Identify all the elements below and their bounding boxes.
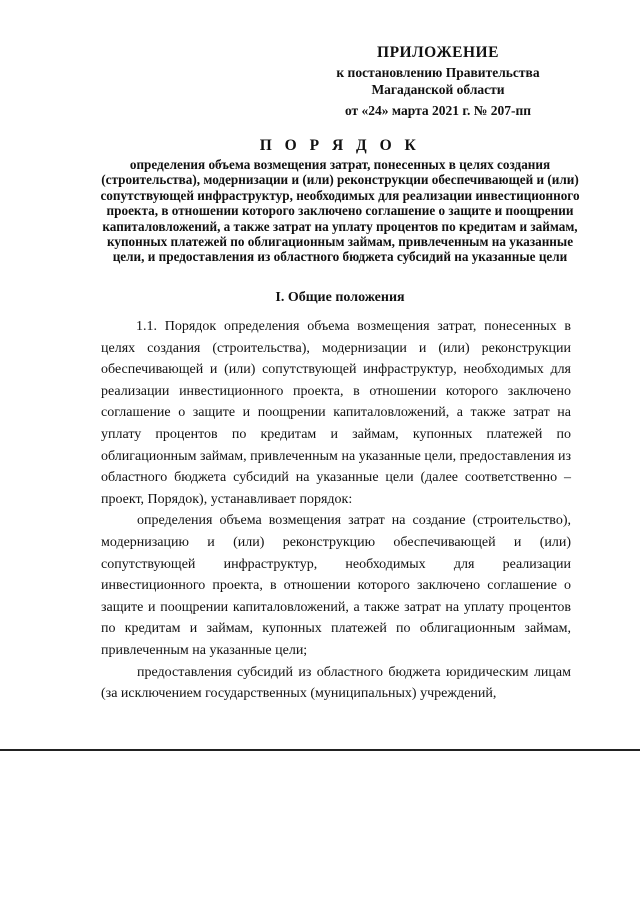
appendix-line-region: Магаданской области bbox=[371, 82, 505, 97]
appendix-line-resolution: к постановлению Правительства bbox=[336, 65, 540, 80]
section-heading: I. Общие положения bbox=[275, 290, 405, 305]
page-divider-line bbox=[0, 749, 640, 751]
paragraph-subsidies: предоставления субсидий из областного бюджета юридическим лицам (за исключением государственных (муниципальных) учреждений, bbox=[101, 664, 571, 702]
section-body bbox=[101, 316, 571, 705]
appendix-block bbox=[318, 44, 558, 119]
paragraph-definition: определения объема возмещения затрат на создание (строительство), модернизацию и (или) реконструкцию обеспечивающей и (или) сопутствующей инфраструктур, необходимых для реализации инвестиционного проекта, в отношении которого заключено соглашение о защите и поощрении капиталовложений, а также затрат на уплату процентов по кредитам и займам, купонных платежей по облигационным займам, привлеченным на указанные цели; bbox=[101, 513, 571, 658]
document-title: П О Р Я Д О К bbox=[259, 137, 421, 154]
appendix-date: от «24» марта 2021 г. № 207-пп bbox=[344, 103, 532, 118]
paragraph-1-1: 1.1. Порядок определения объема возмещения затрат, понесенных в целях создания (строительства), модернизации и (или) реконструкции обеспечивающей и (или) сопутствующей инфраструктур, необходимых для реализации инвестиционного проекта, в отношении которого заключено соглашение о защите и поощрении капиталовложений, а также затрат на уплату процентов по кредитам и займам, купонных платежей по облигационным займам, привлеченным на указанные цели, предоставления из областного бюджета субсидий на указанные цели (далее соответственно – проект, Порядок), устанавливает порядок: bbox=[101, 319, 571, 507]
appendix-title: ПРИЛОЖЕНИЕ bbox=[377, 44, 499, 61]
document-subtitle: определения объема возмещения затрат, понесенных в целях создания (строительства), модернизации и (или) реконструкции обеспечивающей и (или) сопутствующей инфраструктур, необходимых для реализации инвестиционного проекта, в отношении которого заключено соглашение о защите и поощрении капиталовложений, а также затрат на уплату процентов по кредитам и займам, купонных платежей по облигационным займам, привлеченным на указанные цели, и предоставления из областного бюджета субсидий на указанные цели bbox=[100, 157, 580, 265]
